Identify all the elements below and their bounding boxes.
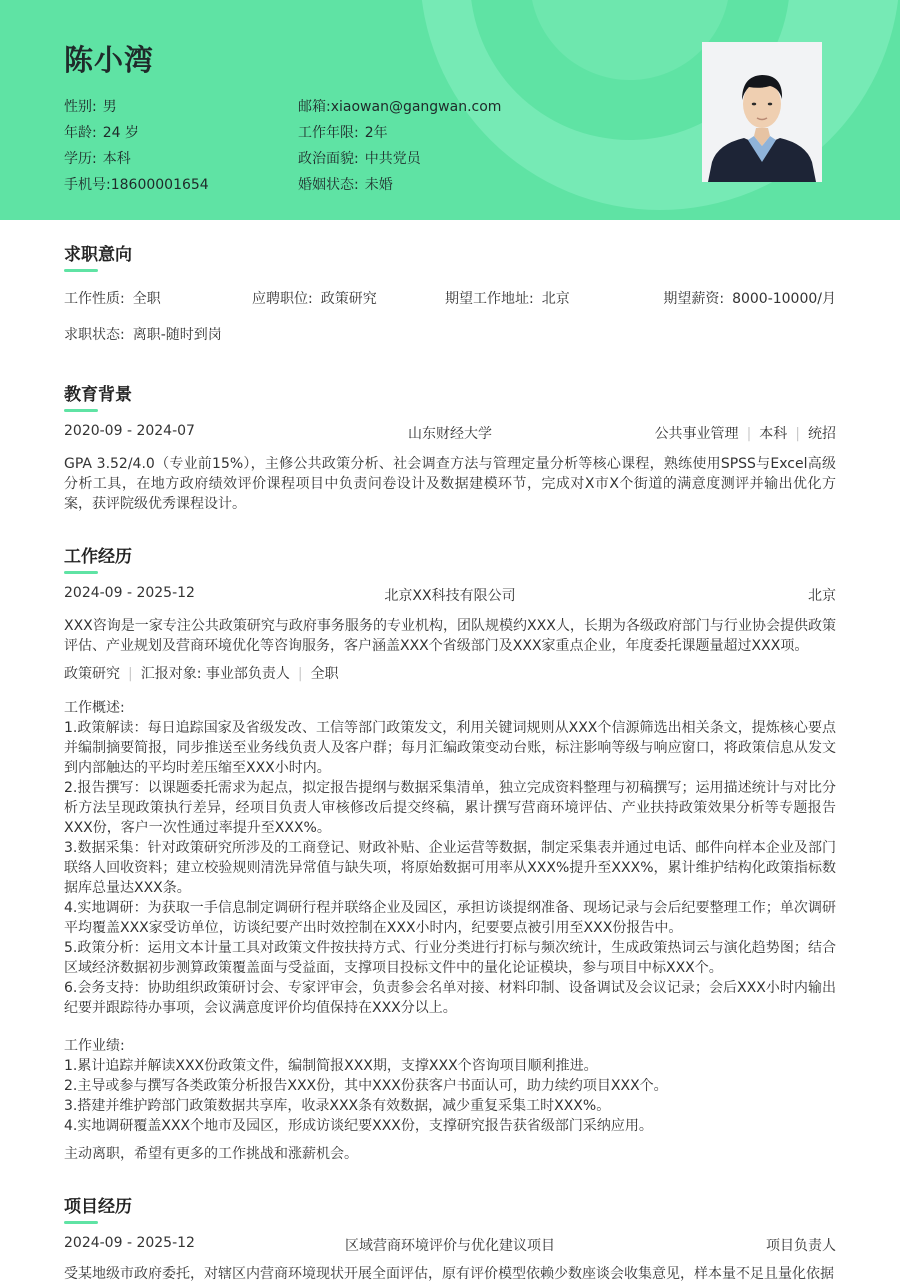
gender-label: 性别: — [64, 99, 97, 115]
work-date: 2024-09 - 2025-12 — [64, 585, 195, 601]
politics-value: 中共党员 — [364, 151, 421, 167]
result-item: 1.累计追踪并解读XXX份政策文件，编制简报XXX期，支撑XXX个咨询项目顺利推进。 — [64, 1058, 598, 1074]
result-item: 3.搭建并维护跨部门政策数据共享库，收录XXX条有效数据，减少重复采集工时XXX%。 — [64, 1098, 611, 1114]
major: 公共事业管理 — [654, 426, 739, 442]
duty-item: 3.数据采集：针对政策研究所涉及的工商登记、财政补贴、企业运营等数据，制定采集表并通过电话、邮件向样本企业及部门联络人回收资料；建立校验规则清洗异常值与缺失项，将原始数据可用率从XXX%提升至XXX%，累计维护结构化政策指标数据库总量达XXX条。 — [64, 840, 836, 896]
phone-label: 手机号: — [64, 177, 111, 193]
gender-field — [64, 96, 117, 116]
phone-value: 18600001654 — [110, 177, 209, 193]
duty-item: 4.实地调研：为获取一手信息制定调研行程并联络企业及园区，承担访谈提纲准备、现场记录与会后纪要整理工作；单次调研平均覆盖XXX家受访单位，访谈纪要产出时效控制在XXX小时内，纪要要点被引用至XXX份报告中。 — [64, 900, 836, 936]
status-field — [64, 324, 222, 344]
gender-value: 男 — [102, 99, 117, 115]
work-type-tag: 全职 — [310, 666, 339, 682]
project-role: 项目负责人 — [766, 1238, 836, 1254]
marital-label: 婚姻状态: — [298, 177, 359, 193]
duty-item: 6.会务支持：协助组织政策研讨会、专家评审会，负责参会名单对接、材料印制、设备调试及会议记录；会后XXX小时内输出纪要并跟踪待办事项，会议满意度评价均值保持在XXX分以上。 — [64, 980, 836, 1016]
divider: | — [795, 426, 800, 442]
duty-item: 5.政策分析：运用文本计量工具对政策文件按扶持方式、行业分类进行打标与频次统计，生成政策热词云与演化趋势图；结合区域经济数据初步测算政策覆盖面与受益面，支撑项目投标文件中的量化论证模块，参与项目中标XXX个。 — [64, 940, 836, 976]
divider: | — [128, 666, 133, 682]
divider: | — [746, 426, 752, 442]
results-label: 工作业绩: — [64, 1038, 125, 1054]
job-type-field — [64, 288, 161, 308]
section-title-project: 项目经历 — [64, 1197, 132, 1217]
politics-field — [298, 148, 421, 168]
work-city: 北京 — [808, 588, 836, 604]
education-meta — [655, 423, 836, 443]
age-label: 年龄: — [64, 125, 97, 141]
duty-item: 2.报告撰写：以课题委托需求为起点，拟定报告提纲与数据采集清单，独立完成资料整理与初稿撰写；运用描述统计与对比分析方法呈现政策执行差异，经项目负责人审核修改后提交终稿，累计撰写营商环境评估、产业扶持政策效果分析等专题报告XXX份，客户一次性通过率提升至XXX%。 — [64, 780, 836, 836]
company-name: 北京XX科技有限公司 — [384, 588, 516, 604]
email-field — [298, 96, 501, 116]
section-title-education: 教育背景 — [64, 385, 132, 405]
job-type-value: 全职 — [132, 291, 161, 307]
resume-header — [0, 0, 900, 220]
work-years-value: 2年 — [364, 125, 388, 141]
degree: 本科 — [759, 426, 788, 442]
email-value[interactable]: xiaowan@gangwan.com — [330, 99, 502, 115]
city-label: 期望工作地址: — [445, 291, 534, 307]
result-item: 2.主导或参与撰写各类政策分析报告XXX份，其中XXX份获客户书面认可，助力续约项目XXX个。 — [64, 1078, 668, 1094]
section-title-work: 工作经历 — [64, 547, 132, 567]
marital-value: 未婚 — [364, 177, 393, 193]
section-underline — [64, 409, 98, 412]
education-value: 本科 — [102, 151, 131, 167]
status-value: 离职-随时到岗 — [132, 327, 222, 343]
education-field — [64, 148, 131, 168]
age-field — [64, 122, 139, 142]
project-name: 区域营商环境评价与优化建议项目 — [345, 1238, 555, 1254]
work-role-tag: 政策研究 — [64, 666, 120, 682]
enrollment-type: 统招 — [808, 426, 836, 442]
salary-field — [663, 288, 836, 308]
position-value: 政策研究 — [320, 291, 377, 307]
report-to-tag: 汇报对象: 事业部负责人 — [140, 666, 290, 682]
work-overview — [64, 698, 836, 1018]
section-underline — [64, 571, 98, 574]
project-description: 受某地级市政府委托，对辖区内营商环境现状开展全面评估，原有评价模型依赖少数座谈会收集意见，样本量不足且量化依据 — [64, 1266, 834, 1282]
age-value: 24 岁 — [102, 125, 139, 141]
phone-field — [64, 174, 209, 194]
marital-field — [298, 174, 393, 194]
divider: | — [297, 666, 303, 682]
work-years-label: 工作年限: — [298, 125, 359, 141]
overview-label: 工作概述: — [64, 700, 125, 716]
company-intro: XXX咨询是一家专注公共政策研究与政府事务服务的专业机构，团队规模约XXX人，长期为各级政府部门与行业协会提供政策评估、产业规划及营商环境优化等咨询服务，客户涵盖XXX个省级部门及XXX家重点企业，年度委托课题量超过XXX项。 — [64, 618, 836, 654]
education-label: 学历: — [64, 151, 97, 167]
status-label: 求职状态: — [64, 327, 125, 343]
result-item: 4.实地调研覆盖XXX个地市及园区，形成访谈纪要XXX份，支撑研究报告获省级部门采纳应用。 — [64, 1118, 653, 1134]
city-field — [445, 288, 570, 308]
education-date: 2020-09 - 2024-07 — [64, 423, 195, 439]
candidate-name: 陈小湾 — [64, 43, 155, 77]
section-underline — [64, 269, 98, 272]
salary-value: 8000-10000/月 — [732, 291, 836, 307]
salary-label: 期望薪资: — [663, 291, 725, 307]
position-label: 应聘职位: — [252, 291, 313, 307]
leave-reason: 主动离职，希望有更多的工作挑战和涨薪机会。 — [64, 1146, 358, 1162]
education-description: GPA 3.52/4.0（专业前15%），主修公共政策分析、社会调查方法与管理定量分析等核心课程，熟练使用SPSS与Excel高级分析工具，在地方政府绩效评价课程项目中负责问卷设计及数据建模环节，完成对X市X个街道的满意度测评并输出优化方案，获评院级优秀课程设计。 — [64, 456, 836, 512]
project-date: 2024-09 - 2025-12 — [64, 1235, 195, 1251]
duty-item: 1.政策解读：每日追踪国家及省级发改、工信等部门政策发文，利用关键词规则从XXX个信源筛选出相关条文，提炼核心要点并编制摘要简报，同步推送至业务线负责人及客户群；每月汇编政策变动台账，标注影响等级与响应窗口，将政策信息从发文到内部触达的平均时差压缩至XXX小时内。 — [64, 720, 836, 776]
email-label: 邮箱: — [298, 99, 331, 115]
work-tags — [64, 663, 339, 683]
section-title-intent: 求职意向 — [64, 245, 132, 265]
section-underline — [64, 1221, 98, 1224]
city-value: 北京 — [541, 291, 570, 307]
position-field — [252, 288, 377, 308]
work-results — [64, 1036, 836, 1136]
work-years-field — [298, 122, 388, 142]
school-name: 山东财经大学 — [408, 426, 492, 442]
profile-photo — [702, 42, 822, 182]
politics-label: 政治面貌: — [298, 151, 359, 167]
job-type-label: 工作性质: — [64, 291, 125, 307]
